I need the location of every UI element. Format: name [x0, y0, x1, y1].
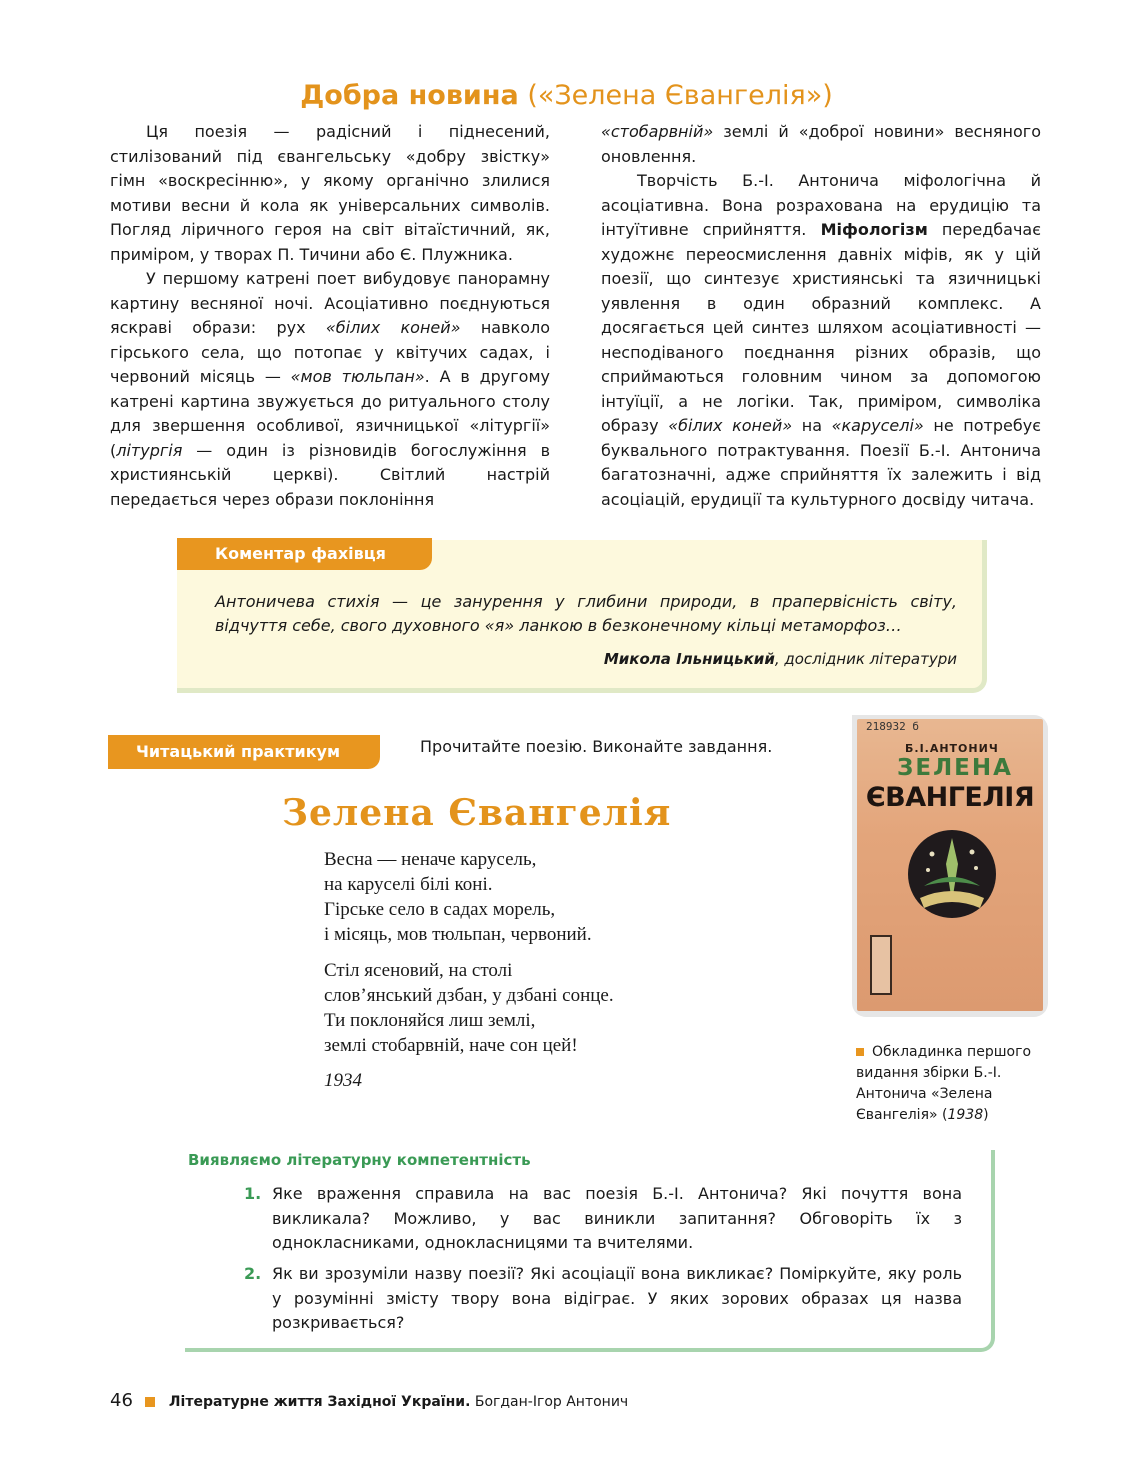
text-run: . А в другому катрені картина звужується до ритуального столу для звершення особливої, язичницької «літургії» (	[110, 367, 551, 460]
cover-library-label	[870, 935, 892, 995]
text-run: не потребує буквального потрактування. Поезії Б.-І. Антонича багатозначні, адже сприйняття їх залежить і від асоціацій, ерудиції та культурного досвіду читача.	[601, 416, 1041, 509]
italic-run: «білих коней»	[325, 318, 461, 337]
caption-end: )	[983, 1107, 989, 1123]
article-right-column	[601, 120, 1041, 512]
text-run: Творчість Б.-І. Антонича міфологічна й асоціативна. Вона розрахована на ерудицію та інтуїтивне сприйняття.	[601, 171, 1041, 239]
author-name: Микола Ільницький	[603, 650, 775, 668]
task-number: 2.	[244, 1264, 262, 1283]
poem-stanza-1	[324, 847, 592, 947]
poem-line: Стіл ясеновий, на столі	[324, 960, 513, 981]
poem-year: 1934	[324, 1070, 362, 1091]
expert-comment-text: Антоничева стихія — це занурення у глибини природи, в прапервісність світу, відчуття себе, свого духовного «я» ланкою в безконечному кільці метаморфоз…	[215, 592, 957, 635]
caption-bullet-icon	[856, 1048, 864, 1056]
practicum-instruction: Прочитайте поезію. Виконайте завдання.	[420, 737, 773, 756]
text-run: У першому катрені поет вибудовує панорамну картину весняної ночі. Асоціативно поєднуються яскраві образи: рух	[110, 269, 550, 337]
caption-year: 1938	[947, 1107, 984, 1123]
article-title-bold: Добра новина	[300, 80, 519, 111]
expert-comment-tab: Коментар фахівця	[177, 538, 432, 570]
left-paragraph-2	[110, 267, 550, 512]
cover-emblem-icon	[902, 824, 1002, 924]
poem-line: і місяць, мов тюльпан, червоний.	[324, 924, 592, 945]
expert-comment-author	[215, 650, 957, 668]
italic-run: «каруселі»	[831, 416, 924, 435]
cover-author: Б.І.АНТОНИЧ	[905, 742, 999, 755]
term-mythologism: Міфологізм	[820, 220, 928, 239]
page-footer	[110, 1390, 628, 1413]
caption-text: Обкладинка першого видання збірки Б.-І. Антонича «Зелена Євангелія» (	[856, 1044, 1032, 1123]
italic-run: «стобарвній»	[601, 122, 714, 141]
text-run: землі й «доброї новини» весняного оновлення.	[601, 122, 1041, 166]
article-left-column	[110, 120, 550, 512]
footer-bullet-icon	[145, 1397, 155, 1407]
task-text: Як ви зрозуміли назву поезії? Які асоціації вона викликає? Поміркуйте, яку роль у розумінні змісту твору вона відіграє. У яких зорових образах ця назва розкривається?	[272, 1264, 962, 1332]
poem-line: Ти поклоняйся лиш землі,	[324, 1010, 536, 1031]
poem-line: землі стобарвній, наче сон цей!	[324, 1035, 578, 1056]
cover-caption	[856, 1042, 1056, 1126]
italic-run: «білих коней»	[668, 416, 793, 435]
poem-line: на каруселі білі коні.	[324, 874, 493, 895]
text-run: на	[792, 416, 832, 435]
article-title	[0, 78, 1133, 114]
page-number: 46	[110, 1390, 133, 1411]
task-number: 1.	[244, 1184, 262, 1203]
cover-inventory-number: 218932 б	[866, 720, 919, 733]
cover-title-line-1: ЗЕЛЕНА	[897, 755, 1013, 781]
poem-title: Зелена Євангелія	[282, 792, 672, 834]
text-run: передбачає художнє переосмислення давніх міфів, як у цій поезії, що синтезує християнські та язичницькі уявлення в один образний комплекс. А досягається цей синтез шляхом асоціативності — несподіваного поєднання різних образів, що сприймаються головним чином за допомогою інтуїції, а не логіки. Так, приміром, символіка образу	[601, 220, 1041, 435]
article-title-rest: («Зелена Євангелія»)	[527, 80, 833, 111]
author-role: , дослідник літератури	[774, 650, 957, 668]
task-item	[244, 1182, 962, 1256]
poem-line: Гірське село в садах морель,	[324, 899, 556, 920]
text-run: — один із різновидів богослужіння в християнській церкві). Світлий настрій передається через образи поклоніння	[110, 440, 550, 509]
poem-line: Весна — неначе карусель,	[324, 849, 537, 870]
reading-practicum-tab: Читацький практикум	[108, 735, 380, 769]
tasks-heading: Виявляємо літературну компетентність	[188, 1151, 531, 1169]
right-paragraph-1	[601, 120, 1041, 169]
italic-run: літургія	[116, 440, 183, 460]
footer-section: Літературне життя Західної України.	[168, 1394, 471, 1410]
text-run: навколо гірського села, що потопає у квітучих садах, і червоний місяць —	[110, 318, 551, 386]
right-paragraph-2	[601, 169, 1041, 512]
poem-line: слов’янський дзбан, у дзбані сонце.	[324, 985, 614, 1006]
footer-subsection: Богдан-Ігор Антонич	[470, 1394, 629, 1410]
task-text: Яке враження справила на вас поезія Б.-І. Антонича? Які почуття вона викликала? Можливо, у вас виникли запитання? Обговоріть їх з однокласниками, однокласницями та вчителями.	[272, 1184, 962, 1252]
poem-stanza-2	[324, 958, 614, 1058]
task-item	[244, 1262, 962, 1336]
left-paragraph-1: Ця поезія — радісний і піднесений, стилізований під євангельську «добру звістку» гімн «воскресінню», у якому органічно злилися мотиви весни й кола як універсальних символів. Погляд ліричного героя на світ вітаїстичний, як, приміром, у творах П. Тичини або Є. Плужника.	[110, 122, 550, 264]
italic-run: «мов тюльпан»	[290, 367, 425, 386]
cover-title-line-2: ЄВАНГЕЛІЯ	[865, 782, 1035, 813]
